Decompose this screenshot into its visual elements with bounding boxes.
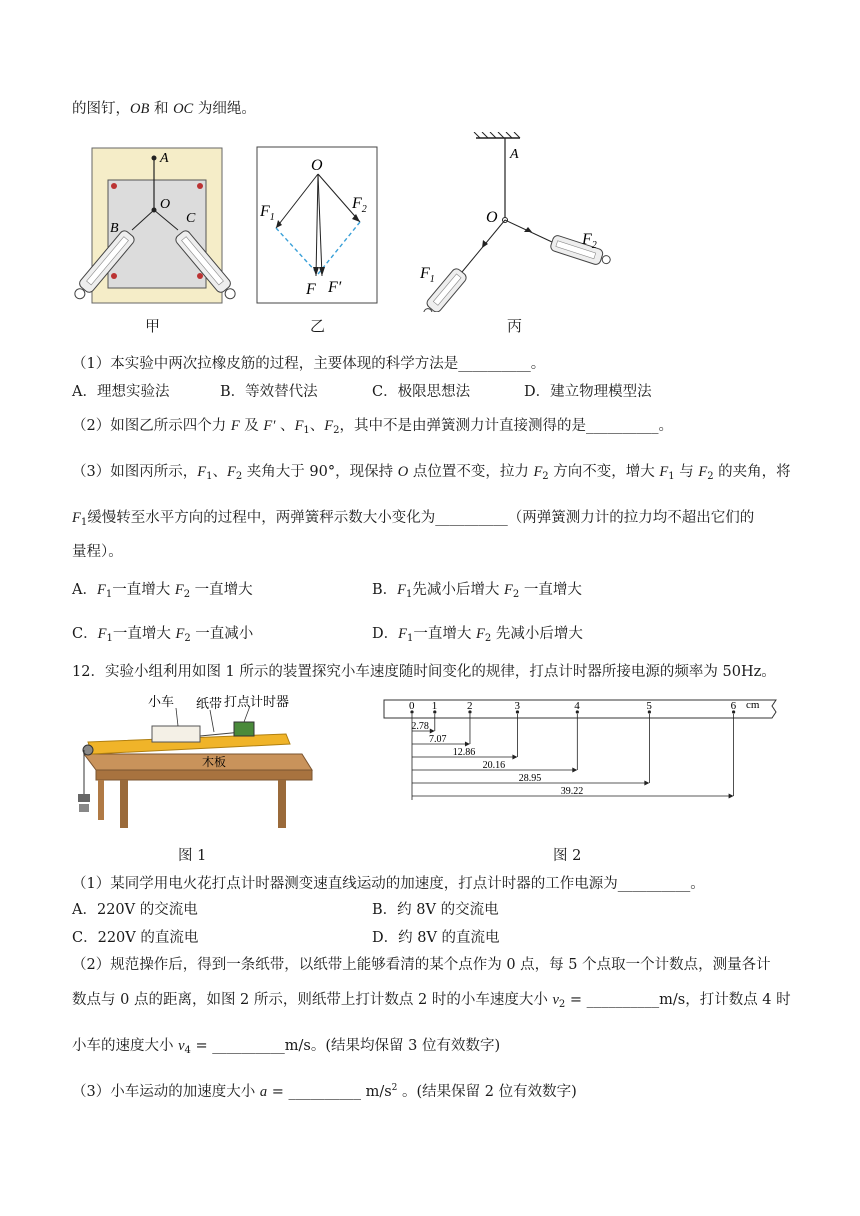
q12-1-option-a[interactable]: A．220V 的交流电 (72, 902, 198, 918)
measure-arrow (572, 768, 577, 773)
measure-label: 2.78 (411, 721, 429, 732)
caption-fig2: 图 2 (553, 848, 582, 864)
tape-measures (411, 714, 733, 800)
q11-3-line1: （3）如图丙所示，$F_1$、$F_2$ 夹角大于 90°，现保持 O 点位置不变，拉力 $F_2$ 方向不变，增大 $F_1$ 与 $F_2$ 的夹角，将 (72, 464, 791, 482)
label-board: 木板 (202, 755, 227, 769)
q12-1-option-b[interactable]: B．约 8V 的交流电 (372, 902, 499, 918)
caption-bing: 丙 (507, 317, 523, 335)
label-o: O (160, 197, 171, 212)
measure-label: 12.86 (452, 747, 476, 758)
table-top (84, 754, 312, 770)
figure-1 (74, 692, 314, 832)
measure-label: 20.16 (482, 760, 506, 771)
measure-arrow (644, 781, 649, 786)
label-cart: 小车 (148, 694, 175, 709)
tape-point-label: 4 (574, 700, 580, 712)
q12-2-line2: 数点与 0 点的距离，如图 2 所示，则纸带上打计数点 2 时的小车速度大小 $v_2$ = __________m/s，打计数点 4 时 (72, 992, 791, 1010)
label-o: O (486, 209, 498, 226)
q11-1-stem: （1）本实验中两次拉橡皮筋的过程，主要体现的科学方法是__________。 (72, 356, 546, 372)
table-leg (98, 780, 104, 820)
q11-1-option-b[interactable]: B．等效替代法 (220, 384, 318, 400)
label-o: O (311, 157, 323, 174)
q11-3-option-c[interactable]: C．$F_1$一直增大 $F_2$ 一直减小 (72, 626, 254, 644)
q12-2-line1: （2）规范操作后，得到一条纸带，以纸带上能够看清的某个点作为 0 点，每 5 个点取一个计数点，测量各计 (72, 957, 771, 973)
table-edge (96, 770, 312, 780)
label-timer: 打点计时器 (224, 694, 290, 709)
q11-1-option-a[interactable]: A．理想实验法 (72, 384, 170, 400)
q12-stem: 12．实验小组利用如图 1 所示的装置探究小车速度随时间变化的规律，打点计时器所接电源的频率为 50Hz。 (72, 664, 776, 680)
label-c: C (186, 211, 196, 226)
q12-1-option-c[interactable]: C．220V 的直流电 (72, 930, 199, 946)
label-f1: $F_1$ (260, 203, 275, 223)
unit-label: cm (746, 699, 760, 711)
timer (234, 722, 254, 736)
label-b: B (110, 221, 119, 236)
q11-2-stem: （2）如图乙所示四个力 F 及 F′ 、$F_1$、$F_2$，其中不是由弹簧测力计直接测得的是__________。 (72, 418, 674, 436)
q11-3-option-a[interactable]: A．$F_1$一直增大 $F_2$ 一直增大 (72, 582, 253, 600)
pin (111, 273, 117, 279)
tape-point-label: 2 (466, 700, 473, 712)
figure-bing (412, 132, 612, 312)
pin (197, 273, 203, 279)
caption-fig1: 图 1 (178, 848, 207, 864)
label-f: F (306, 281, 316, 298)
figure-yi (256, 146, 380, 306)
q11-3-option-b[interactable]: B．$F_1$先减小后增大 $F_2$ 一直增大 (372, 582, 582, 600)
q12-1-stem: （1）某同学用电火花打点计时器测变速直线运动的加速度，打点计时器的工作电源为__________。 (72, 876, 705, 892)
table-leg (278, 780, 286, 828)
tape-point-label: 5 (646, 700, 652, 712)
tape-point-label: 1 (431, 700, 438, 712)
label-tape: 纸带 (196, 696, 223, 711)
label-f2: $F_2$ (352, 195, 367, 215)
pin (111, 183, 117, 189)
measure-label: 7.07 (428, 734, 447, 745)
measure-arrow (729, 794, 734, 799)
label-a: A (510, 147, 519, 162)
q12-3-line: （3）小车运动的加速度大小 a = __________ $m/s^2$ 。(结果保留 2 位有效数字) (72, 1083, 577, 1100)
measure-arrow (430, 729, 435, 734)
q11-3-option-d[interactable]: D．$F_1$一直增大 $F_2$ 先减小后增大 (372, 626, 583, 644)
measure-arrow (465, 742, 470, 747)
spring-scale-f2 (550, 234, 612, 268)
tape-point-label: 0 (409, 700, 415, 712)
figure-jia (70, 138, 245, 318)
label-f2: $F_2$ (582, 231, 597, 251)
q11-1-option-d[interactable]: D．建立物理模型法 (524, 384, 652, 400)
tape-strip (384, 700, 776, 718)
tape-point-label: 3 (514, 700, 520, 712)
tape-point-label: 6 (730, 700, 737, 712)
label-fprime: F′ (328, 279, 342, 296)
point-a (152, 156, 157, 161)
measure-arrow (512, 755, 517, 760)
q12-1-option-d[interactable]: D．约 8V 的直流电 (372, 930, 500, 946)
table-leg (120, 780, 128, 828)
cart (152, 726, 200, 742)
caption-yi: 乙 (310, 317, 326, 335)
label-f1: $F_1$ (420, 265, 435, 285)
measure-label: 28.95 (518, 773, 542, 784)
q12-2-line3: 小车的速度大小 $v_4$ = __________m/s。(结果均保留 3 位有效数字) (72, 1038, 501, 1056)
label-a: A (160, 151, 169, 166)
weight (78, 794, 90, 802)
measure-label: 39.22 (560, 786, 584, 797)
caption-jia: 甲 (145, 317, 161, 335)
pin (197, 183, 203, 189)
weight (79, 804, 89, 812)
q11-3-line2: $F_1$缓慢转至水平方向的过程中，两弹簧秤示数大小变化为__________（两弹簧测力计的拉力均不超出它们的 (72, 510, 755, 528)
q11-1-option-c[interactable]: C．极限思想法 (372, 384, 471, 400)
q11-3-line3: 量程）。 (72, 544, 123, 560)
intro-line: 的图钉，OB 和 OC 为细绳。 (72, 101, 256, 117)
figure-2 (382, 694, 782, 804)
